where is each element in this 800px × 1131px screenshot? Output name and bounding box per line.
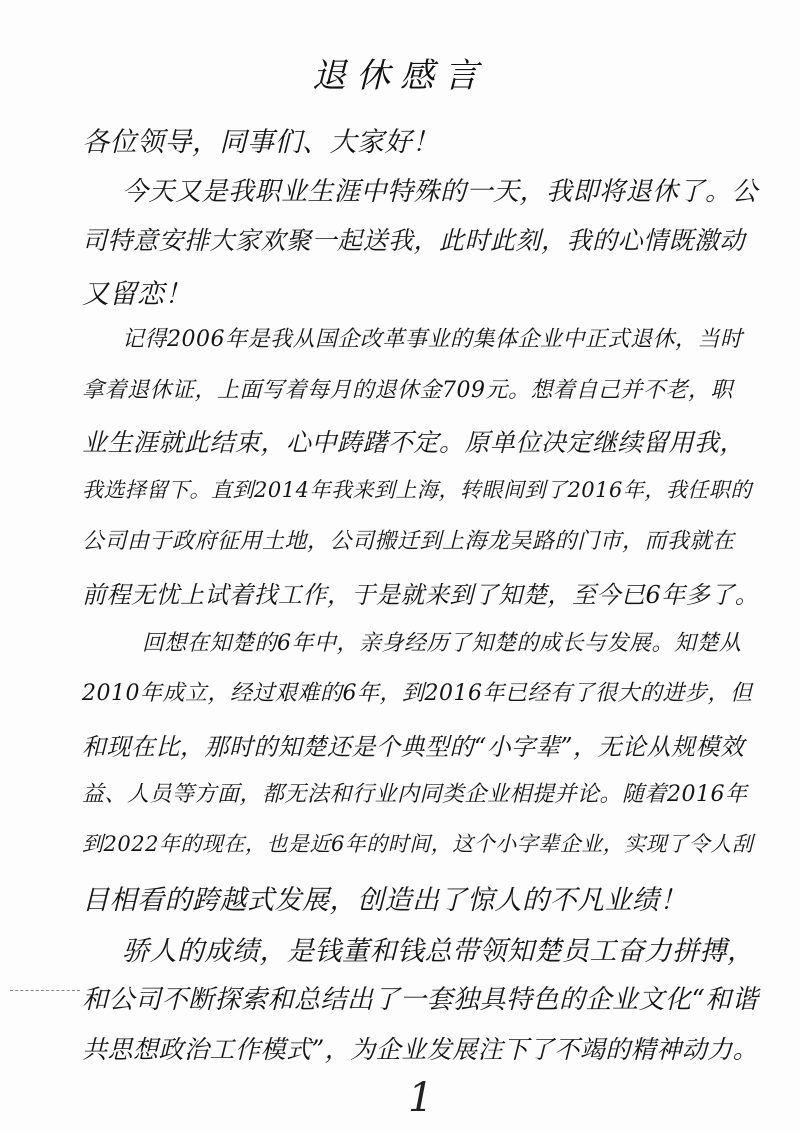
text-line: 回想在知楚的6年中，亲身经历了知楚的成长与发展。知楚从 bbox=[142, 630, 742, 656]
text-line: 公司由于政府征用土地，公司搬迁到上海龙吴路的门市，而我就在 bbox=[82, 529, 735, 555]
document-title: 退休感言 bbox=[312, 56, 488, 96]
text-line: 益、人员等方面，都无法和行业内同类企业相提并论。随着2016年 bbox=[82, 782, 748, 808]
text-line: 司特意安排大家欢聚一起送我，此时此刻，我的心情既激动 bbox=[82, 226, 746, 256]
page-number: 1 bbox=[408, 1075, 434, 1121]
text-line: 记得2006年是我从国企改革事业的集体企业中正式退休，当时 bbox=[122, 327, 743, 353]
text-line: 2010年成立，经过艰难的6年，到2016年已经有了很大的进步，但 bbox=[82, 681, 753, 707]
scan-artifact-line bbox=[10, 990, 80, 992]
text-line: 今天又是我职业生涯中特殊的一天，我即将退休了。公 bbox=[122, 176, 759, 207]
text-line: 各位领导，同事们、大家好！ bbox=[82, 127, 440, 158]
text-line: 业生涯就此结束，心中踌躇不定。原单位决定继续留用我， bbox=[82, 428, 746, 458]
text-line: 我选择留下。直到2014年我来到上海，转眼间到了2016年，我任职的 bbox=[82, 477, 752, 502]
text-line: 和现在比，那时的知楚还是个典型的“小字辈”，无论从规模效 bbox=[82, 732, 745, 761]
text-line: 共思想政治工作模式”，为企业发展注下了不竭的精神动力。 bbox=[82, 1035, 759, 1064]
text-line: 到2022年的现在，也是近6年的时间，这个小字辈企业，实现了令人刮 bbox=[82, 831, 754, 856]
text-line: 和公司不断探索和总结出了一套独具特色的企业文化“和谐 bbox=[82, 985, 759, 1016]
text-line: 拿着退休证，上面写着每月的退休金709元。想着自己并不老，职 bbox=[82, 377, 733, 403]
text-line: 又留恋！ bbox=[82, 278, 192, 310]
text-line: 目相看的跨越式发展，创造出了惊人的不凡业绩！ bbox=[82, 885, 687, 917]
text-line: 前程无忧上试着找工作，于是就来到了知楚，至今已6年多了。 bbox=[82, 581, 760, 609]
text-line: 骄人的成绩，是钱董和钱总带领知楚员工奋力拼搏， bbox=[122, 935, 755, 967]
